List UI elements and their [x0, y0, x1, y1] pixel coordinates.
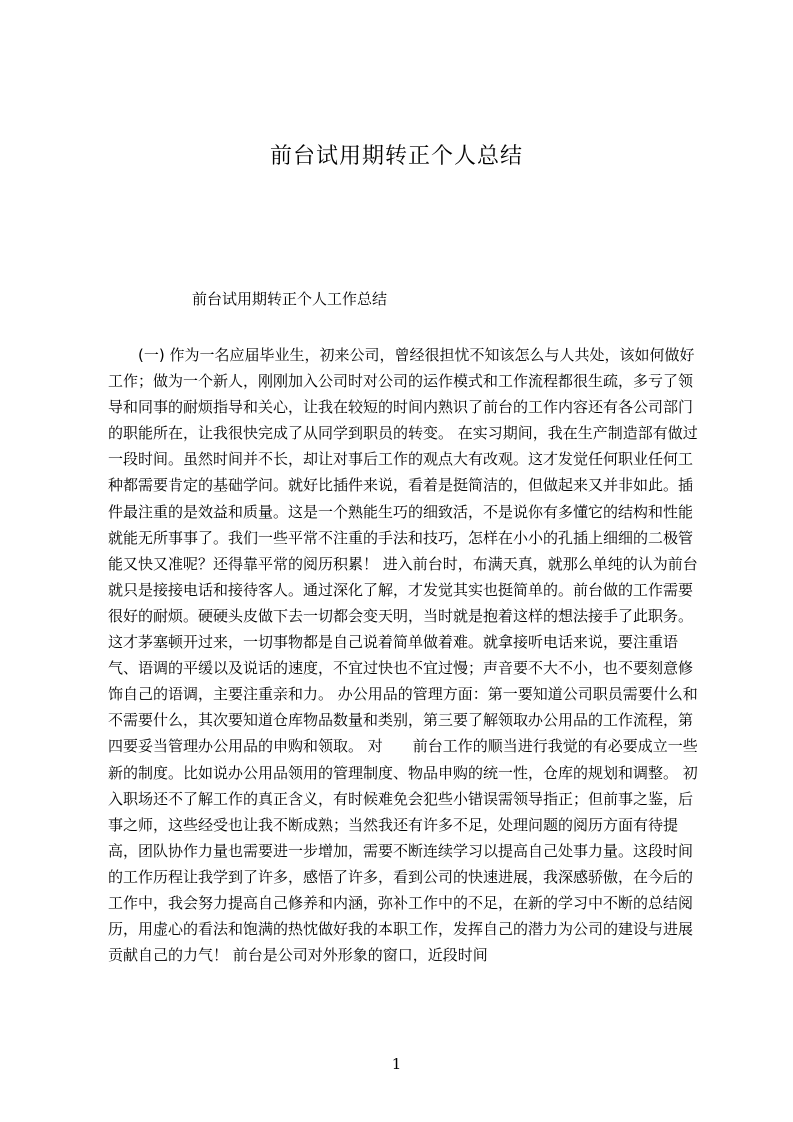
document-subtitle: 前台试用期转正个人工作总结 [192, 290, 388, 308]
body-paragraph: (一) 作为一名应届毕业生，初来公司，曾经很担忧不知该怎么与人共处，该如何做好工作；做为一个新人，刚刚加入公司时对公司的运作模式和工作流程都很生疏，多亏了领导和同事的耐烦指导和关心，让我在较短的时间内熟识了前台的工作内容还有各公司部门的职能所在，让我很快完成了从同学到职员的转变。 在实习期间，我在生产制造部有做过一段时间。虽然时间并不长，却让对事后工作的观点大有改观。这才发觉任何职业任何工种都需要肯定的基础学问。就好比插件来说，看着是挺简洁的，但做起来又并非如此。插件最注重的是效益和质量。这是一个熟能生巧的细致活，不是说你有多懂它的结构和性能就能无所事事了。我们一些平常不注重的手法和技巧，怎样在小小的孔插上细细的二极管能又快又准呢？还得靠平常的阅历积累！ 进入前台时，布满天真，就那么单纯的认为前台就只是接接电话和接待客人。通过深化了解，才发觉其实也挺简单的。前台做的工作需要很好的耐烦。硬硬头皮做下去一切都会变天明，当时就是抱着这样的想法接手了此职务。这才茅塞顿开过来，一切事物都是自己说着简单做着难。就拿接听电话来说，要注重语气、语调的平缓以及说话的速度，不宜过快也不宜过慢；声音要不大不小，也不要刻意修饰自己的语调，主要注重亲和力。 办公用品的管理方面：第一要知道公司职员需要什么和不需要什么，其次要知道仓库物品数量和类别，第三要了解领取办公用品的工作流程，第四要妥当管理办公用品的申购和领取。 对 前台工作的顺当进行我觉的有必要成立一些新的制度。比如说办公用品领用的管理制度、物品申购的统一性，仓库的规划和调整。 初入职场还不了解工作的真正含义，有时候难免会犯些小错误需领导指正；但前事之鉴，后事之师，这些经受也让我不断成熟；当然我还有许多不足，处理问题的阅历方面有待提高，团队协作力量也需要进一步增加，需要不断连续学习以提高自己处事力量。这段时间的工作历程让我学到了许多，感悟了许多，看到公司的快速进展，我深感骄傲，在今后的工作中，我会努力提高自己修养和内涵，弥补工作中的不足，在新的学习中不断的总结阅历，用虚心的看法和饱满的热忱做好我的本职工作，发挥自己的潜力为公司的建设与进展贡献自己的力气！ 前台是公司对外形象的窗口，近段时间 [108, 346, 698, 965]
page-number: 1 [391, 1055, 402, 1073]
page-title: 前台试用期转正个人总结 [269, 144, 523, 169]
